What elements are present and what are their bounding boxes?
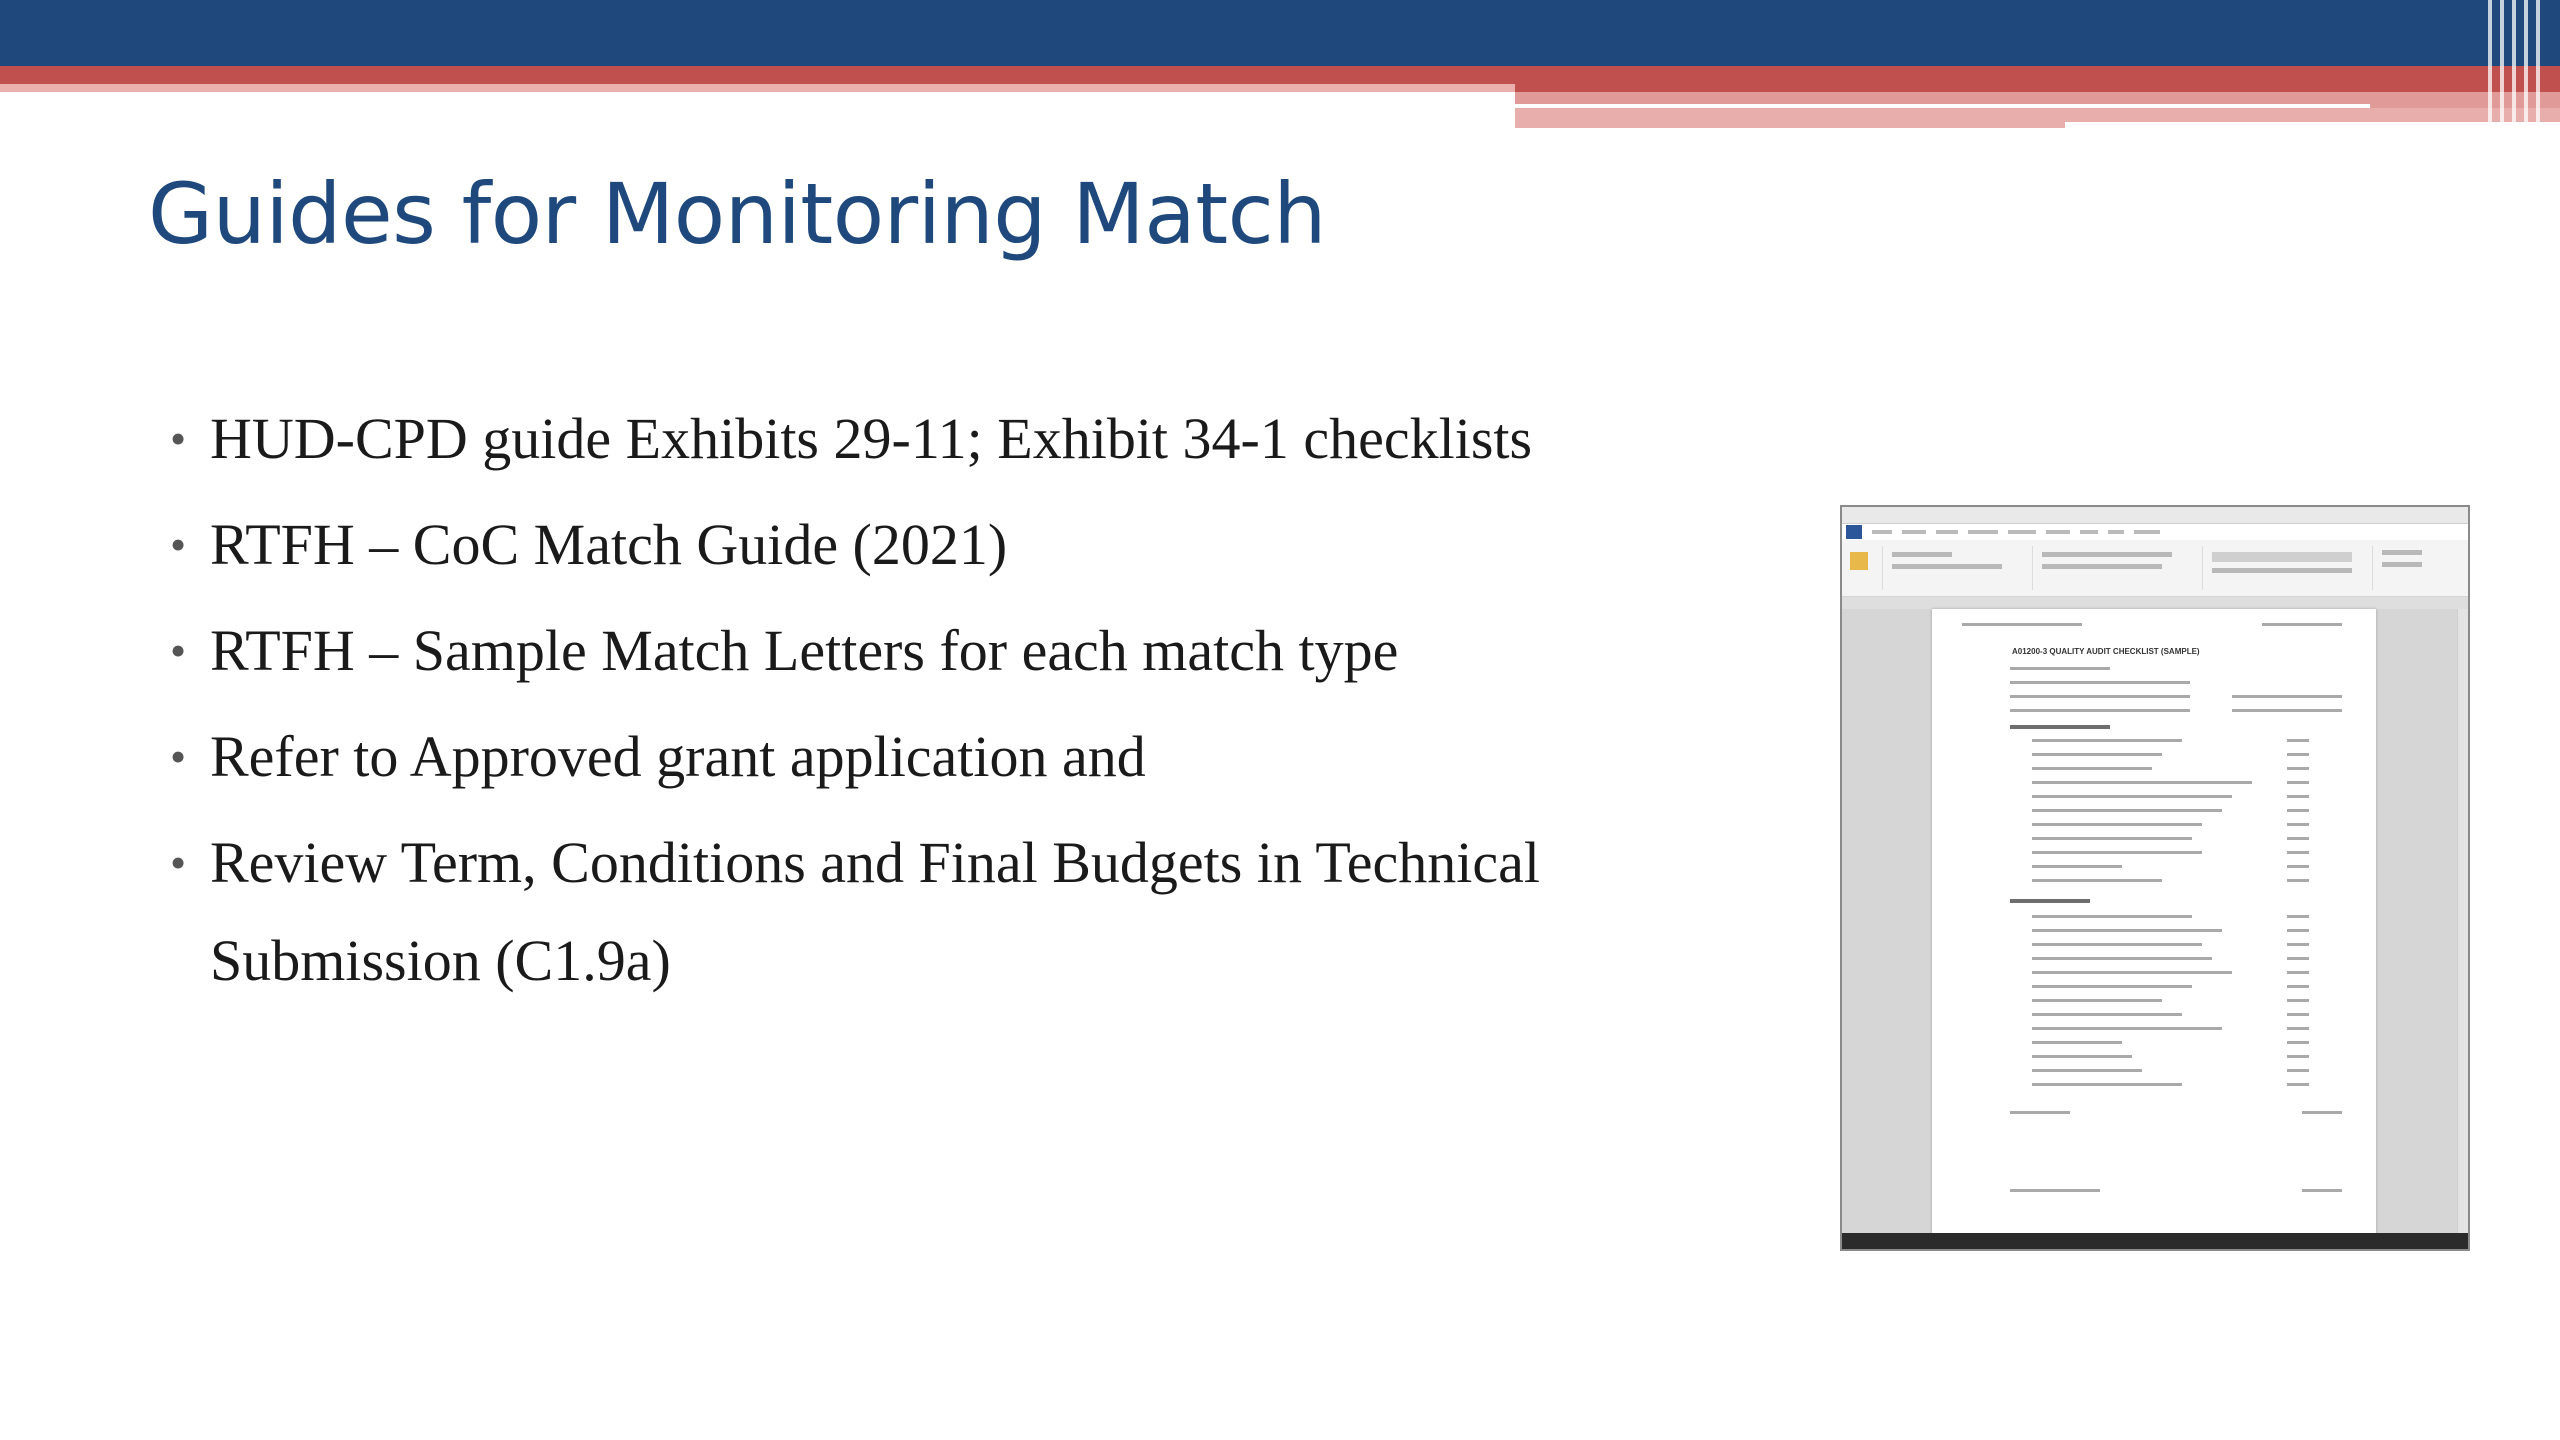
doc-text-line (2287, 851, 2309, 854)
doc-ribbon-tabs (1842, 524, 2468, 540)
document-screenshot-image (1840, 505, 2470, 1251)
banner-white-line-right-lower (2065, 122, 2560, 128)
doc-text-line (2010, 899, 2090, 903)
doc-text-line (2287, 809, 2309, 812)
doc-text-line (2287, 957, 2309, 960)
doc-file-tab (1846, 525, 1862, 539)
doc-text-line (2287, 1041, 2309, 1044)
doc-text-line (2287, 739, 2309, 742)
doc-statusbar (1842, 1233, 2468, 1249)
doc-text-line (2287, 929, 2309, 932)
bullet-item (170, 708, 1780, 806)
doc-text-line (2032, 823, 2202, 826)
doc-text-line (2032, 767, 2152, 770)
doc-text-line (2287, 753, 2309, 756)
bullet-dot-icon: • (170, 413, 187, 464)
banner-stripe (2536, 0, 2540, 128)
doc-text-line (2287, 837, 2309, 840)
doc-text-line (2287, 943, 2309, 946)
doc-text-line (2010, 725, 2110, 729)
doc-text-line (2032, 781, 2252, 784)
banner-stripe (2524, 0, 2528, 128)
doc-text-line (2032, 837, 2192, 840)
doc-text-line (2032, 865, 2122, 868)
doc-text-line (2287, 1055, 2309, 1058)
banner-stripe (2488, 0, 2492, 128)
doc-text-line (2032, 795, 2232, 798)
doc-text-line (2032, 879, 2162, 882)
doc-text-line (2032, 851, 2202, 854)
doc-text-line (2032, 915, 2192, 918)
doc-text-line (2010, 681, 2190, 684)
doc-text-line (2032, 753, 2162, 756)
doc-scrollbar (2457, 609, 2468, 1235)
banner-stripe (2512, 0, 2516, 128)
bullet-text: RTFH – Sample Match Letters for each match type (210, 618, 1399, 683)
doc-text-line (2287, 1013, 2309, 1016)
doc-text-line (2010, 1189, 2100, 1192)
bullet-item (170, 390, 1780, 488)
bullet-dot-icon: • (170, 519, 187, 570)
doc-text-line (2032, 1013, 2182, 1016)
doc-text-line (2287, 915, 2309, 918)
doc-text-line (2287, 985, 2309, 988)
doc-text-line (2287, 1069, 2309, 1072)
doc-text-line (2032, 957, 2212, 960)
doc-text-line (2302, 1189, 2342, 1192)
doc-text-line (2032, 1055, 2132, 1058)
bullet-dot-icon: • (170, 837, 187, 888)
doc-text-line (2287, 1083, 2309, 1086)
doc-page (1932, 609, 2376, 1235)
bullet-dot-icon: • (170, 625, 187, 676)
bullet-list (170, 390, 1780, 1018)
doc-text-line (2287, 767, 2309, 770)
doc-text-line (2032, 929, 2222, 932)
bullet-text: HUD-CPD guide Exhibits 29-11; Exhibit 34-1 checklists (210, 406, 1533, 471)
doc-heading: A01200-3 QUALITY AUDIT CHECKLIST (SAMPLE) (2012, 647, 2200, 656)
doc-canvas (1842, 609, 2468, 1235)
doc-text-line (2032, 999, 2162, 1002)
doc-text-line (2302, 1111, 2342, 1114)
bullet-text: Review Term, Conditions and Final Budgets in Technical Submission (C1.9a) (210, 830, 1541, 993)
doc-text-line (2287, 795, 2309, 798)
doc-text-line (2287, 865, 2309, 868)
doc-text-line (2287, 1027, 2309, 1030)
doc-text-line (2010, 667, 2110, 670)
banner-white-line-left (0, 92, 1515, 96)
doc-text-line (2232, 695, 2342, 698)
doc-text-line (2032, 739, 2182, 742)
doc-text-line (2262, 623, 2342, 626)
doc-text-line (2032, 1083, 2182, 1086)
doc-text-line (2032, 1041, 2122, 1044)
banner-stripe (2500, 0, 2504, 128)
bullet-item (170, 814, 1780, 1010)
doc-text-line (2032, 943, 2202, 946)
slide-title: Guides for Monitoring Match (148, 165, 1327, 263)
doc-text-line (1962, 623, 2082, 626)
doc-window-titlebar (1842, 507, 2468, 524)
bullet-item (170, 496, 1780, 594)
bullet-text: RTFH – CoC Match Guide (2021) (210, 512, 1008, 577)
banner-white-line-right (1515, 104, 2370, 108)
doc-text-line (2287, 879, 2309, 882)
doc-text-line (2032, 1027, 2222, 1030)
doc-text-line (2287, 823, 2309, 826)
doc-text-line (2010, 709, 2190, 712)
banner-navy-band (0, 0, 2560, 66)
doc-text-line (2232, 709, 2342, 712)
doc-text-line (2287, 999, 2309, 1002)
doc-text-line (2032, 1069, 2142, 1072)
doc-ribbon (1842, 540, 2468, 597)
bullet-text: Refer to Approved grant application and (210, 724, 1146, 789)
doc-text-line (2010, 1111, 2070, 1114)
doc-text-line (2032, 985, 2192, 988)
bullet-item (170, 602, 1780, 700)
bullet-dot-icon: • (170, 731, 187, 782)
doc-text-line (2010, 695, 2190, 698)
doc-text-line (2032, 809, 2222, 812)
doc-text-line (2287, 781, 2309, 784)
doc-text-line (2287, 971, 2309, 974)
doc-text-line (2032, 971, 2232, 974)
